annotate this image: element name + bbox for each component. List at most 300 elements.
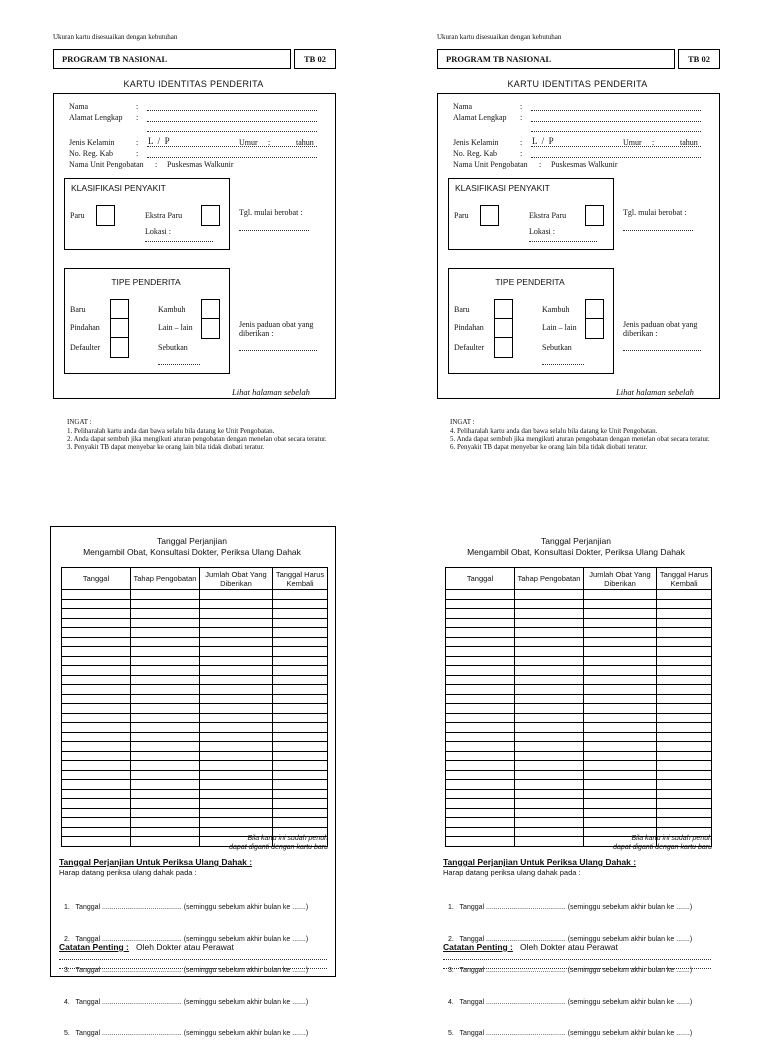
table-cell[interactable] xyxy=(446,808,515,818)
table-cell[interactable] xyxy=(584,637,657,647)
table-cell[interactable] xyxy=(273,675,328,685)
table-cell[interactable] xyxy=(62,590,131,600)
table-cell[interactable] xyxy=(273,694,328,704)
table-cell[interactable] xyxy=(131,789,200,799)
table-row xyxy=(62,808,328,818)
nama-field[interactable] xyxy=(531,110,701,111)
table-cell[interactable] xyxy=(131,675,200,685)
table-row xyxy=(62,628,328,638)
table-cell[interactable] xyxy=(273,599,328,609)
alamat-field[interactable] xyxy=(147,121,317,122)
table-cell[interactable] xyxy=(200,628,273,638)
table-row xyxy=(446,713,712,723)
size-note: Ukuran kartu disesuaikan dengan kebutuhan xyxy=(437,33,562,41)
table-cell[interactable] xyxy=(446,818,515,828)
table-cell[interactable] xyxy=(446,770,515,780)
table-cell[interactable] xyxy=(273,723,328,733)
lokasi-field[interactable] xyxy=(145,241,213,242)
jk-value: L / P xyxy=(148,136,170,146)
table-cell[interactable] xyxy=(446,713,515,723)
table-cell[interactable] xyxy=(200,637,273,647)
table-cell[interactable] xyxy=(200,770,273,780)
table-cell[interactable] xyxy=(515,808,584,818)
table-cell[interactable] xyxy=(200,656,273,666)
table-cell[interactable] xyxy=(62,599,131,609)
table-cell[interactable] xyxy=(200,723,273,733)
table-cell[interactable] xyxy=(131,808,200,818)
table-cell[interactable] xyxy=(515,694,584,704)
table-cell[interactable] xyxy=(131,751,200,761)
table-cell[interactable] xyxy=(273,789,328,799)
umur-label: Umur xyxy=(239,138,258,147)
table-cell[interactable] xyxy=(584,590,657,600)
colon: : xyxy=(268,138,271,147)
table-cell[interactable] xyxy=(62,647,131,657)
table-cell[interactable] xyxy=(515,761,584,771)
table-cell[interactable] xyxy=(62,799,131,809)
baru-checkbox[interactable] xyxy=(494,299,513,320)
table-cell[interactable] xyxy=(515,618,584,628)
table-cell[interactable] xyxy=(200,789,273,799)
table-cell[interactable] xyxy=(131,599,200,609)
tgl-mulai-field[interactable] xyxy=(239,230,309,231)
table-cell[interactable] xyxy=(584,751,657,761)
table-cell[interactable] xyxy=(584,647,657,657)
table-cell[interactable] xyxy=(657,628,712,638)
defaulter-label: Defaulter xyxy=(70,343,101,352)
table-cell[interactable] xyxy=(657,685,712,695)
colon: : xyxy=(520,102,523,111)
table-cell[interactable] xyxy=(446,751,515,761)
table-cell[interactable] xyxy=(584,770,657,780)
note-line: dapat diganti dengan kartu baru xyxy=(229,844,328,851)
table-cell[interactable] xyxy=(273,704,328,714)
table-row xyxy=(62,799,328,809)
baru-label: Baru xyxy=(454,305,470,314)
table-cell[interactable] xyxy=(200,799,273,809)
table-cell[interactable] xyxy=(515,770,584,780)
table-cell[interactable] xyxy=(62,685,131,695)
table-cell[interactable] xyxy=(584,780,657,790)
table-cell[interactable] xyxy=(62,618,131,628)
noreg-field[interactable] xyxy=(531,157,701,158)
table-cell[interactable] xyxy=(446,799,515,809)
table-cell[interactable] xyxy=(446,666,515,676)
table-cell[interactable] xyxy=(273,732,328,742)
table-cell[interactable] xyxy=(273,742,328,752)
table-cell[interactable] xyxy=(657,637,712,647)
table-cell[interactable] xyxy=(62,713,131,723)
lain-label: Lain – lain xyxy=(158,323,193,332)
alamat-field[interactable] xyxy=(531,121,701,122)
catatan-line[interactable] xyxy=(443,959,711,960)
table-row xyxy=(62,732,328,742)
ekstra-paru-checkbox[interactable] xyxy=(585,205,604,226)
table-cell[interactable] xyxy=(657,656,712,666)
noreg-label: No. Reg. Kab xyxy=(453,149,497,158)
table-cell[interactable] xyxy=(515,818,584,828)
table-cell[interactable] xyxy=(446,628,515,638)
table-cell[interactable] xyxy=(131,590,200,600)
table-cell[interactable] xyxy=(657,647,712,657)
ingat-item: 3. Penyakit TB dapat menyebar ke orang lain bila tidak diobati teratur. xyxy=(67,443,265,451)
catatan-label: Catatan Penting : xyxy=(443,942,513,952)
table-cell[interactable] xyxy=(657,742,712,752)
table-cell[interactable] xyxy=(657,675,712,685)
table-cell[interactable] xyxy=(273,818,328,828)
tgl-mulai-label: Tgl. mulai berobat : xyxy=(623,208,687,217)
table-cell[interactable] xyxy=(200,808,273,818)
table-cell[interactable] xyxy=(131,761,200,771)
col-header: Tanggal xyxy=(446,568,515,590)
table-cell[interactable] xyxy=(584,675,657,685)
table-cell[interactable] xyxy=(62,694,131,704)
table-cell[interactable] xyxy=(446,609,515,619)
table-cell[interactable] xyxy=(131,618,200,628)
table-cell[interactable] xyxy=(584,742,657,752)
kambuh-checkbox[interactable] xyxy=(201,299,220,320)
table-cell[interactable] xyxy=(515,751,584,761)
table-cell[interactable] xyxy=(200,618,273,628)
paru-checkbox[interactable] xyxy=(480,205,499,226)
ingat-item: 4. Peliharalah kartu anda dan bawa selalu bila datang ke Unit Pengobatan. xyxy=(450,427,658,435)
lain-checkbox[interactable] xyxy=(201,318,220,339)
table-cell[interactable] xyxy=(273,751,328,761)
table-cell[interactable] xyxy=(446,789,515,799)
table-cell[interactable] xyxy=(273,628,328,638)
table-cell[interactable] xyxy=(131,628,200,638)
kambuh-label: Kambuh xyxy=(542,305,570,314)
table-cell[interactable] xyxy=(584,723,657,733)
table-cell[interactable] xyxy=(200,666,273,676)
table-cell[interactable] xyxy=(446,637,515,647)
table-row xyxy=(446,618,712,628)
sebutkan-label: Sebutkan xyxy=(542,343,572,352)
table-cell[interactable] xyxy=(584,761,657,771)
table-row xyxy=(62,789,328,799)
table-cell[interactable] xyxy=(62,808,131,818)
table-cell[interactable] xyxy=(131,609,200,619)
table-row xyxy=(62,618,328,628)
table-row xyxy=(446,751,712,761)
table-cell[interactable] xyxy=(62,818,131,828)
table-cell[interactable] xyxy=(515,666,584,676)
unit-label: Nama Unit Pengobatan xyxy=(453,160,528,169)
table-cell[interactable] xyxy=(446,656,515,666)
table-cell[interactable] xyxy=(584,713,657,723)
table-cell[interactable] xyxy=(515,713,584,723)
table-cell[interactable] xyxy=(584,609,657,619)
table-row xyxy=(446,732,712,742)
table-cell[interactable] xyxy=(515,780,584,790)
full-card-note xyxy=(564,834,712,852)
table-cell[interactable] xyxy=(515,628,584,638)
table-cell[interactable] xyxy=(446,647,515,657)
table-cell[interactable] xyxy=(200,609,273,619)
ekstra-paru-checkbox[interactable] xyxy=(201,205,220,226)
table-row xyxy=(446,694,712,704)
table-cell[interactable] xyxy=(584,732,657,742)
table-cell[interactable] xyxy=(657,713,712,723)
table-cell[interactable] xyxy=(657,799,712,809)
table-cell[interactable] xyxy=(446,704,515,714)
table-cell[interactable] xyxy=(515,599,584,609)
table-row xyxy=(446,808,712,818)
table-cell[interactable] xyxy=(131,713,200,723)
dahak-item: 1. Tanggal ......................................... (seminggu sebelum akhir bulan ke .......) xyxy=(448,904,693,911)
table-cell[interactable] xyxy=(62,837,131,847)
table-cell[interactable] xyxy=(515,590,584,600)
lokasi-label: Lokasi : xyxy=(145,227,171,236)
table-cell[interactable] xyxy=(446,694,515,704)
table-cell[interactable] xyxy=(446,827,515,837)
table-cell[interactable] xyxy=(200,647,273,657)
table-cell[interactable] xyxy=(584,666,657,676)
jenis-paduan-field[interactable] xyxy=(239,350,317,351)
catatan-line[interactable] xyxy=(59,968,327,969)
table-cell[interactable] xyxy=(62,637,131,647)
table-cell[interactable] xyxy=(446,723,515,733)
table-cell[interactable] xyxy=(62,609,131,619)
table-cell[interactable] xyxy=(446,837,515,847)
table-cell[interactable] xyxy=(657,590,712,600)
alamat-field-2[interactable] xyxy=(147,131,317,132)
table-cell[interactable] xyxy=(200,713,273,723)
table-row xyxy=(446,675,712,685)
table-row xyxy=(62,770,328,780)
klasifikasi-title: KLASIFIKASI PENYAKIT xyxy=(455,183,550,193)
ingat-item: 5. Anda dapat sembuh jika mengikuti aturan pengobatan dengan menelan obat secara teratur. xyxy=(450,435,710,443)
table-cell[interactable] xyxy=(515,647,584,657)
table-cell[interactable] xyxy=(273,685,328,695)
nama-field[interactable] xyxy=(147,110,317,111)
sebutkan-field[interactable] xyxy=(158,364,200,365)
table-cell[interactable] xyxy=(515,723,584,733)
pindahan-checkbox[interactable] xyxy=(110,318,129,339)
defaulter-checkbox[interactable] xyxy=(494,337,513,358)
table-cell[interactable] xyxy=(657,704,712,714)
table-row xyxy=(62,656,328,666)
schedule-rows xyxy=(62,590,328,847)
col-header: Tahap Pengobatan xyxy=(515,568,584,590)
table-cell[interactable] xyxy=(446,590,515,600)
table-cell[interactable] xyxy=(273,808,328,818)
catatan-line[interactable] xyxy=(443,968,711,969)
table-cell[interactable] xyxy=(131,770,200,780)
noreg-field[interactable] xyxy=(147,157,317,158)
table-cell[interactable] xyxy=(131,685,200,695)
table-cell[interactable] xyxy=(657,780,712,790)
table-cell[interactable] xyxy=(62,789,131,799)
table-cell[interactable] xyxy=(62,656,131,666)
table-cell[interactable] xyxy=(273,780,328,790)
table-cell[interactable] xyxy=(273,618,328,628)
table-cell[interactable] xyxy=(200,675,273,685)
table-cell[interactable] xyxy=(131,656,200,666)
table-cell[interactable] xyxy=(131,723,200,733)
baru-label: Baru xyxy=(70,305,86,314)
table-cell[interactable] xyxy=(515,656,584,666)
table-cell[interactable] xyxy=(515,685,584,695)
table-cell[interactable] xyxy=(584,694,657,704)
table-row xyxy=(446,637,712,647)
table-row xyxy=(62,818,328,828)
table-cell[interactable] xyxy=(657,808,712,818)
table-cell[interactable] xyxy=(515,675,584,685)
lihat-note: Lihat halaman sebelah xyxy=(616,387,694,397)
table-cell[interactable] xyxy=(446,685,515,695)
table-cell[interactable] xyxy=(657,666,712,676)
baru-checkbox[interactable] xyxy=(110,299,129,320)
table-cell[interactable] xyxy=(62,742,131,752)
table-cell[interactable] xyxy=(62,704,131,714)
table-row xyxy=(62,704,328,714)
table-cell[interactable] xyxy=(446,732,515,742)
table-cell[interactable] xyxy=(446,780,515,790)
table-cell[interactable] xyxy=(62,666,131,676)
table-cell[interactable] xyxy=(515,799,584,809)
col-header: Tanggal xyxy=(62,568,131,590)
colon: : xyxy=(136,113,139,122)
table-cell[interactable] xyxy=(584,685,657,695)
table-cell[interactable] xyxy=(584,599,657,609)
table-cell[interactable] xyxy=(62,732,131,742)
table-cell[interactable] xyxy=(273,609,328,619)
lokasi-field[interactable] xyxy=(529,241,597,242)
table-cell[interactable] xyxy=(657,694,712,704)
table-cell[interactable] xyxy=(584,818,657,828)
alamat-label: Alamat Lengkap xyxy=(69,113,123,122)
sebutkan-field[interactable] xyxy=(542,364,584,365)
table-cell[interactable] xyxy=(273,713,328,723)
dahak-list xyxy=(64,882,308,1061)
table-cell[interactable] xyxy=(200,590,273,600)
table-cell[interactable] xyxy=(131,732,200,742)
table-cell[interactable] xyxy=(273,770,328,780)
table-cell[interactable] xyxy=(200,694,273,704)
kambuh-checkbox[interactable] xyxy=(585,299,604,320)
table-cell[interactable] xyxy=(515,732,584,742)
table-cell[interactable] xyxy=(62,751,131,761)
catatan-line[interactable] xyxy=(59,959,327,960)
table-cell[interactable] xyxy=(273,799,328,809)
table-cell[interactable] xyxy=(584,808,657,818)
table-cell[interactable] xyxy=(131,780,200,790)
table-cell[interactable] xyxy=(62,723,131,733)
table-cell[interactable] xyxy=(200,742,273,752)
unit-value: Puskesmas Walkunir xyxy=(167,160,234,169)
alamat-label: Alamat Lengkap xyxy=(453,113,507,122)
table-cell[interactable] xyxy=(200,761,273,771)
table-cell[interactable] xyxy=(515,609,584,619)
table-cell[interactable] xyxy=(62,675,131,685)
table-cell[interactable] xyxy=(584,704,657,714)
table-cell[interactable] xyxy=(584,799,657,809)
table-cell[interactable] xyxy=(273,666,328,676)
table-cell[interactable] xyxy=(446,618,515,628)
table-cell[interactable] xyxy=(657,818,712,828)
table-cell[interactable] xyxy=(62,761,131,771)
table-cell[interactable] xyxy=(657,599,712,609)
table-row xyxy=(62,609,328,619)
table-cell[interactable] xyxy=(515,789,584,799)
paru-label: Paru xyxy=(454,211,469,220)
dahak-item: 2. Tanggal ......................................... (seminggu sebelum akhir bulan ke .......) xyxy=(64,935,309,943)
pindahan-checkbox[interactable] xyxy=(494,318,513,339)
table-cell[interactable] xyxy=(446,599,515,609)
table-cell[interactable] xyxy=(657,723,712,733)
lain-checkbox[interactable] xyxy=(585,318,604,339)
table-cell[interactable] xyxy=(131,818,200,828)
table-cell[interactable] xyxy=(62,770,131,780)
jenis-paduan-field[interactable] xyxy=(623,350,701,351)
tgl-mulai-field[interactable] xyxy=(623,230,693,231)
table-cell[interactable] xyxy=(131,704,200,714)
table-cell[interactable] xyxy=(131,799,200,809)
table-cell[interactable] xyxy=(273,656,328,666)
paru-checkbox[interactable] xyxy=(96,205,115,226)
table-cell[interactable] xyxy=(131,742,200,752)
table-cell[interactable] xyxy=(584,789,657,799)
table-cell[interactable] xyxy=(515,704,584,714)
table-cell[interactable] xyxy=(62,827,131,837)
table-cell[interactable] xyxy=(657,732,712,742)
table-cell[interactable] xyxy=(200,751,273,761)
table-cell[interactable] xyxy=(200,685,273,695)
table-cell[interactable] xyxy=(657,770,712,780)
table-cell[interactable] xyxy=(131,694,200,704)
table-cell[interactable] xyxy=(273,590,328,600)
table-cell[interactable] xyxy=(273,647,328,657)
table-cell[interactable] xyxy=(131,647,200,657)
table-row xyxy=(62,751,328,761)
ingat-list xyxy=(67,427,327,451)
table-cell[interactable] xyxy=(200,780,273,790)
table-cell[interactable] xyxy=(273,761,328,771)
table-cell[interactable] xyxy=(584,656,657,666)
table-cell[interactable] xyxy=(273,637,328,647)
table-cell[interactable] xyxy=(515,637,584,647)
table-cell[interactable] xyxy=(131,637,200,647)
table-cell[interactable] xyxy=(657,751,712,761)
dahak-item: 3. Tanggal ......................................... (seminggu sebelum akhir bulan ke .......) xyxy=(64,967,309,974)
table-cell[interactable] xyxy=(131,666,200,676)
table-cell[interactable] xyxy=(584,628,657,638)
table-cell[interactable] xyxy=(657,609,712,619)
table-cell[interactable] xyxy=(62,780,131,790)
table-cell[interactable] xyxy=(446,742,515,752)
card-title: KARTU IDENTITAS PENDERITA xyxy=(123,79,264,89)
table-cell[interactable] xyxy=(200,599,273,609)
table-cell[interactable] xyxy=(657,761,712,771)
unit-label: Nama Unit Pengobatan xyxy=(69,160,144,169)
table-cell[interactable] xyxy=(62,628,131,638)
tipe-title: TIPE PENDERITA xyxy=(111,277,181,287)
table-cell[interactable] xyxy=(446,761,515,771)
defaulter-checkbox[interactable] xyxy=(110,337,129,358)
table-cell[interactable] xyxy=(657,789,712,799)
kambuh-label: Kambuh xyxy=(158,305,186,314)
table-cell[interactable] xyxy=(584,618,657,628)
colon: : xyxy=(520,138,523,147)
table-cell[interactable] xyxy=(515,742,584,752)
table-cell[interactable] xyxy=(446,675,515,685)
table-cell[interactable] xyxy=(657,618,712,628)
table-cell[interactable] xyxy=(200,704,273,714)
table-cell[interactable] xyxy=(200,818,273,828)
alamat-field-2[interactable] xyxy=(531,131,701,132)
table-cell[interactable] xyxy=(200,732,273,742)
